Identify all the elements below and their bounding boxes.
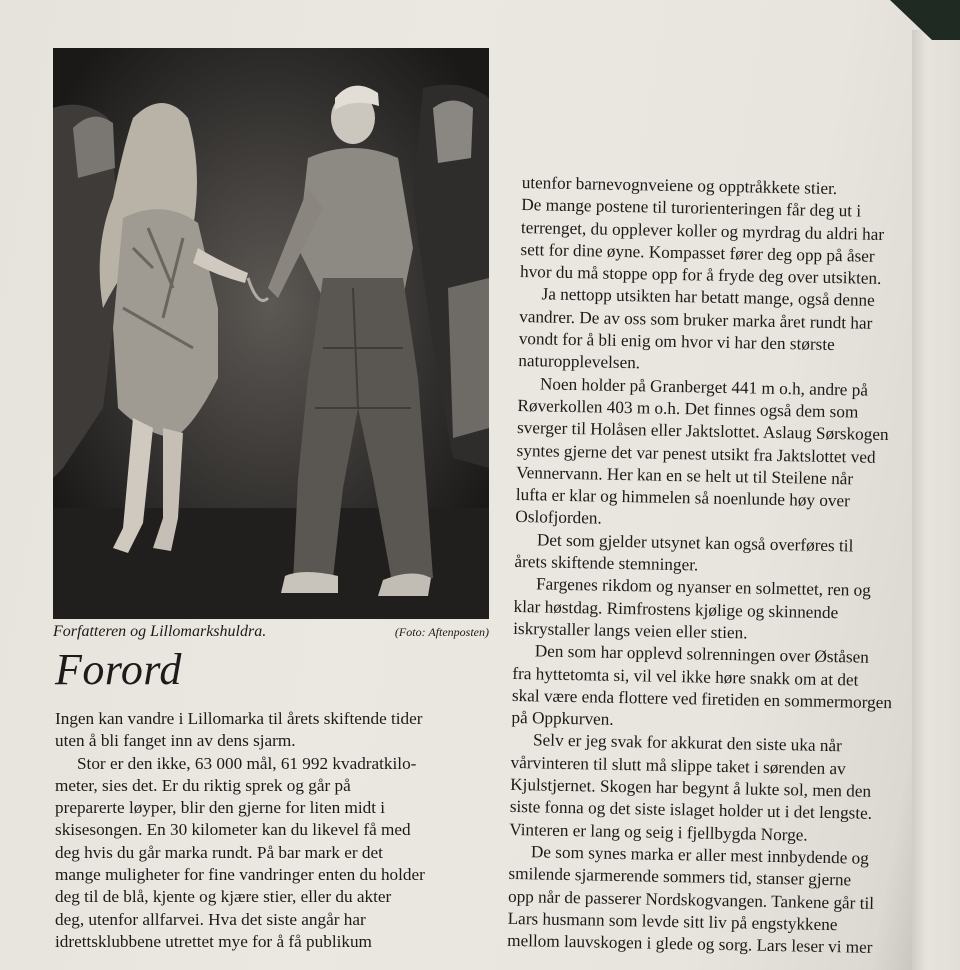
text-line: Kjulstjernet. Skogen har begynt å lukte sol, men den [510, 774, 872, 801]
text-line: mellom lauvskogen i glede og sorg. Lars leser vi mer [507, 930, 873, 957]
text-line: uten å bli fanget inn av dens sjarm. [55, 731, 296, 751]
text-line: idrettsklubbene utrettet mye for å få publikum [55, 931, 372, 951]
photo-caption [53, 623, 489, 643]
text-line: vårvinteren til slutt må slippe taket i sørenden av [510, 752, 846, 779]
text-line: Stor er den ikke, 63 000 mål, 61 992 kvadratkilo- [77, 753, 417, 773]
text-line: Den som har opplevd solrenningen over Øståsen [534, 641, 870, 667]
text-line: vandrer. De av oss som bruker marka året rundt har [519, 306, 873, 333]
text-line: syntes gjerne det var penest utsikt fra Jaktslottet ved [516, 440, 876, 467]
text-line: naturopplevelsen. [518, 351, 641, 373]
text-line: meter, sies det. Er du riktig sprek og går på [55, 775, 351, 795]
text-line: mange muligheter for fine vandringer enten du holder [55, 865, 425, 885]
text-line: Ja nettopp utsikten har betatt mange, også denne [541, 284, 875, 311]
caption-credit: (Foto: Aftenposten) [394, 625, 489, 639]
text-line: Vennervann. Her kan en se helt ut til Steilene når [516, 462, 854, 489]
caption-text: Forfatteren og Lillomarkshuldra. [53, 623, 267, 640]
text-line: på Oppkurven. [511, 708, 614, 729]
text-line: siste fonna og det siste islaget holder ut i det lengste. [509, 797, 873, 824]
text-line: utenfor barnevognveiene og opptråkkete stier. [521, 172, 838, 199]
text-line: iskrystaller langs veien eller stien. [513, 618, 748, 643]
photograph [53, 48, 489, 619]
text-line: sverger til Holåsen eller Jaktslottet. Aslaug Sørskogen [516, 418, 889, 445]
text-line: Noen holder på Granberget 441 m o.h, andre på [539, 374, 869, 400]
text-line: deg, utenfor allfarvei. Hva det siste angår har [55, 909, 366, 929]
text-line: Det som gjelder utsynet kan også overføres til [536, 530, 854, 556]
text-line: opp når de passerer Nordskogvangen. Tankene går til [507, 886, 875, 913]
text-line: årets skiftende stemninger. [514, 551, 699, 575]
text-line: terrenget, du opplever koller og myrdrag du aldri har [520, 217, 885, 244]
text-line: deg til de blå, kjente og kjære stier, eller du akter [55, 887, 392, 907]
text-line: deg hvis du går marka rundt. På bar mark er det [55, 842, 383, 862]
text-line: fra hyttetomta si, vil vel ikke høre snakk om at det [512, 663, 859, 690]
right-text-column [507, 172, 940, 960]
text-line: Røverkollen 403 m o.h. Det finnes også dem som [517, 395, 859, 422]
text-line: Lars husmann som levde sitt liv på engstykkene [507, 908, 838, 934]
text-line: De som synes marka er aller mest innbydende og [530, 842, 870, 868]
text-line: preparerte løyper, blir den gjerne for liten midt i [55, 798, 386, 818]
left-text-column [55, 708, 510, 953]
text-line: hvor du må stoppe opp for å fryde deg over utsikten. [519, 262, 882, 289]
text-line: smilende sjarmerende sommers tid, stanser gjerne [508, 864, 852, 890]
text-line: Selv er jeg svak for akkurat den siste uka når [532, 730, 843, 756]
text-line: klar høstdag. Rimfrostens kjølige og skinnende [513, 596, 839, 622]
text-line: De mange postene til turorienteringen får deg ut i [521, 195, 862, 221]
text-line: Oslofjorden. [515, 507, 602, 529]
text-line: Ingen kan vandre i Lillomarka til årets skiftende tider [55, 709, 423, 728]
chapter-heading: Forord [55, 645, 182, 694]
photograph-illustration [53, 48, 489, 619]
text-line: Vinteren er lang og seig i fjellbygda Norge. [509, 819, 808, 845]
text-line: skisesongen. En 30 kilometer kan du likevel få med [55, 820, 411, 840]
text-line: vondt for å bli enig om hvor vi har den største [518, 329, 835, 355]
text-line: lufta er klar og himmelen så noenlunde høy over [515, 485, 851, 511]
text-line: Fargenes rikdom og nyanser en solmettet, ren og [535, 574, 871, 601]
text-line: skal være enda flottere ved firetiden en sommermorgen [511, 685, 893, 713]
text-line: sett for dine øyne. Kompasset fører deg opp på åser [520, 239, 875, 266]
